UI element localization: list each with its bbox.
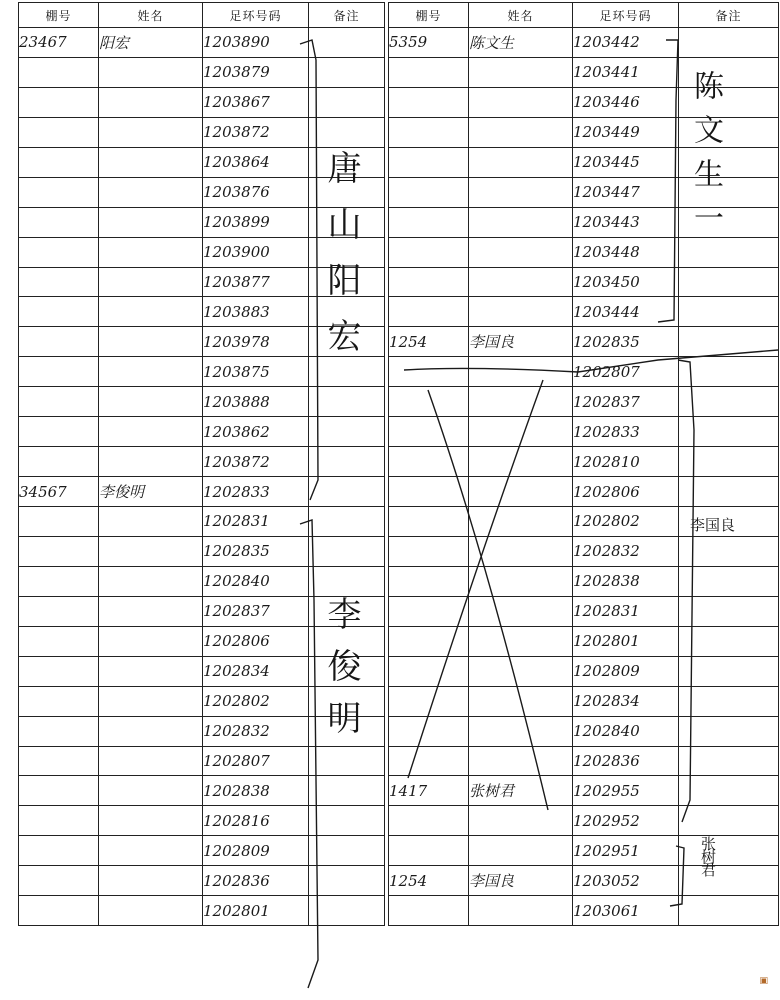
ring-cell: 1203890 xyxy=(203,28,309,58)
ring-cell: 1202837 xyxy=(203,596,309,626)
ring-cell: 1203875 xyxy=(203,357,309,387)
ring-cell: 1203872 xyxy=(203,117,309,147)
left-table-row xyxy=(19,28,385,58)
shed-cell xyxy=(19,177,99,207)
ring-cell: 1203883 xyxy=(203,297,309,327)
shed-cell xyxy=(389,716,469,746)
ring-cell: 1202809 xyxy=(573,656,679,686)
ring-cell: 1203864 xyxy=(203,147,309,177)
name-cell xyxy=(469,57,573,87)
shed-cell xyxy=(389,507,469,537)
right-table-row xyxy=(389,357,779,387)
ring-cell: 1202833 xyxy=(203,477,309,507)
shed-cell xyxy=(19,746,99,776)
right-table-row xyxy=(389,536,779,566)
name-cell xyxy=(99,536,203,566)
remark-cell xyxy=(309,447,385,477)
ring-cell: 1203449 xyxy=(573,117,679,147)
shed-cell xyxy=(19,207,99,237)
header-shed: 棚号 xyxy=(389,3,469,28)
shed-cell xyxy=(389,896,469,926)
left-table-row xyxy=(19,477,385,507)
header-ring: 足环号码 xyxy=(203,3,309,28)
ring-cell: 1203450 xyxy=(573,267,679,297)
left-table-row xyxy=(19,447,385,477)
name-cell xyxy=(469,746,573,776)
ring-cell: 1203876 xyxy=(203,177,309,207)
remark-cell xyxy=(679,866,779,896)
left-table-row xyxy=(19,566,385,596)
remark-cell xyxy=(679,566,779,596)
name-cell xyxy=(99,566,203,596)
shed-cell xyxy=(19,716,99,746)
name-cell xyxy=(469,477,573,507)
header-name: 姓名 xyxy=(99,3,203,28)
name-cell xyxy=(99,267,203,297)
remark-cell xyxy=(679,267,779,297)
shed-cell xyxy=(19,297,99,327)
ring-cell: 1202807 xyxy=(203,746,309,776)
shed-cell xyxy=(389,387,469,417)
name-cell xyxy=(469,626,573,656)
name-cell xyxy=(99,237,203,267)
header-ring: 足环号码 xyxy=(573,3,679,28)
ring-cell: 1203877 xyxy=(203,267,309,297)
remark-cell xyxy=(679,836,779,866)
watermark-logo: ▣ xyxy=(759,976,768,986)
shed-cell xyxy=(19,806,99,836)
remark-cell xyxy=(309,417,385,447)
ring-cell: 1203446 xyxy=(573,87,679,117)
remark-cell xyxy=(309,387,385,417)
shed-cell xyxy=(19,327,99,357)
name-cell xyxy=(99,626,203,656)
ring-cell: 1202955 xyxy=(573,776,679,806)
name-cell xyxy=(469,566,573,596)
left-table-row xyxy=(19,896,385,926)
ring-cell: 1202802 xyxy=(573,507,679,537)
shed-cell xyxy=(389,237,469,267)
name-cell xyxy=(99,746,203,776)
name-cell xyxy=(469,596,573,626)
shed-cell xyxy=(389,87,469,117)
shed-cell xyxy=(389,686,469,716)
header-shed: 棚号 xyxy=(19,3,99,28)
remark-cell xyxy=(679,746,779,776)
name-cell xyxy=(469,237,573,267)
left-header-row xyxy=(19,3,385,28)
shed-cell xyxy=(389,566,469,596)
name-cell xyxy=(469,896,573,926)
remark-cell xyxy=(679,297,779,327)
name-cell xyxy=(99,836,203,866)
name-cell: 陈文生 xyxy=(469,28,573,58)
left-table-row xyxy=(19,536,385,566)
remark-cell xyxy=(309,776,385,806)
ring-cell: 1203872 xyxy=(203,447,309,477)
remark-cell xyxy=(679,357,779,387)
shed-cell xyxy=(389,836,469,866)
right-table-row xyxy=(389,297,779,327)
left-table-row xyxy=(19,806,385,836)
name-cell xyxy=(99,776,203,806)
name-cell xyxy=(469,656,573,686)
ring-cell: 1202806 xyxy=(203,626,309,656)
shed-cell xyxy=(19,566,99,596)
ring-cell: 1203447 xyxy=(573,177,679,207)
shed-cell xyxy=(19,896,99,926)
ring-cell: 1202835 xyxy=(203,536,309,566)
name-cell xyxy=(469,806,573,836)
right-remark-zhang-shujun: 张树君 xyxy=(699,836,717,875)
remark-cell xyxy=(309,536,385,566)
ring-cell: 1202802 xyxy=(203,686,309,716)
ring-cell: 1202831 xyxy=(573,596,679,626)
shed-cell xyxy=(389,267,469,297)
remark-cell xyxy=(309,507,385,537)
ring-cell: 1202838 xyxy=(573,566,679,596)
right-header-row xyxy=(389,3,779,28)
name-cell xyxy=(469,357,573,387)
remark-cell xyxy=(679,477,779,507)
shed-cell xyxy=(389,806,469,836)
left-table-row xyxy=(19,776,385,806)
shed-cell xyxy=(19,836,99,866)
remark-cell xyxy=(309,566,385,596)
name-cell xyxy=(99,716,203,746)
name-cell: 张树君 xyxy=(469,776,573,806)
name-cell xyxy=(469,716,573,746)
remark-cell xyxy=(679,417,779,447)
right-table-row xyxy=(389,836,779,866)
shed-cell xyxy=(19,87,99,117)
shed-cell: 23467 xyxy=(19,28,99,58)
remark-cell xyxy=(679,28,779,58)
shed-cell xyxy=(389,417,469,447)
name-cell xyxy=(469,147,573,177)
shed-cell: 34567 xyxy=(19,477,99,507)
shed-cell xyxy=(389,117,469,147)
ring-cell: 1202833 xyxy=(573,417,679,447)
remark-cell xyxy=(679,387,779,417)
remark-cell xyxy=(309,57,385,87)
ring-cell: 1202836 xyxy=(203,866,309,896)
right-table-row xyxy=(389,626,779,656)
shed-cell xyxy=(19,387,99,417)
left-table-row xyxy=(19,866,385,896)
ring-cell: 1203052 xyxy=(573,866,679,896)
ring-cell: 1202806 xyxy=(573,477,679,507)
shed-cell: 1254 xyxy=(389,866,469,896)
remark-cell xyxy=(309,896,385,926)
remark-cell xyxy=(679,596,779,626)
right-table-row xyxy=(389,417,779,447)
shed-cell xyxy=(19,686,99,716)
remark-cell xyxy=(679,806,779,836)
right-table-row xyxy=(389,746,779,776)
shed-cell xyxy=(389,147,469,177)
name-cell: 李俊明 xyxy=(99,477,203,507)
shed-cell: 5359 xyxy=(389,28,469,58)
shed-cell xyxy=(19,417,99,447)
shed-cell xyxy=(19,357,99,387)
shed-cell xyxy=(19,117,99,147)
remark-cell xyxy=(679,896,779,926)
remark-cell xyxy=(309,117,385,147)
ring-cell: 1202840 xyxy=(573,716,679,746)
right-table-row xyxy=(389,477,779,507)
header-remark: 备注 xyxy=(679,3,779,28)
left-remark-li-junming: 李俊明 xyxy=(321,596,361,752)
ring-cell: 1203442 xyxy=(573,28,679,58)
shed-cell xyxy=(19,536,99,566)
name-cell xyxy=(99,207,203,237)
ring-cell: 1203862 xyxy=(203,417,309,447)
left-table xyxy=(18,2,385,926)
ring-cell: 1202835 xyxy=(573,327,679,357)
shed-cell xyxy=(389,596,469,626)
remark-cell xyxy=(309,866,385,896)
ring-cell: 1202834 xyxy=(573,686,679,716)
ring-cell: 1202810 xyxy=(573,447,679,477)
left-table-row xyxy=(19,117,385,147)
right-table-row xyxy=(389,566,779,596)
header-remark: 备注 xyxy=(309,3,385,28)
shed-cell xyxy=(19,237,99,267)
right-table-row xyxy=(389,28,779,58)
name-cell xyxy=(99,806,203,836)
name-cell xyxy=(99,447,203,477)
name-cell xyxy=(99,596,203,626)
name-cell xyxy=(99,357,203,387)
shed-cell xyxy=(389,477,469,507)
name-cell xyxy=(99,896,203,926)
shed-cell xyxy=(389,57,469,87)
ring-cell: 1202807 xyxy=(573,357,679,387)
right-table-row xyxy=(389,716,779,746)
remark-cell xyxy=(679,626,779,656)
remark-cell xyxy=(309,836,385,866)
left-remark-tangshan-yanghong: 唐山阳宏 xyxy=(321,150,361,374)
name-cell xyxy=(99,507,203,537)
left-table-row xyxy=(19,417,385,447)
ring-cell: 1202838 xyxy=(203,776,309,806)
shed-cell xyxy=(389,207,469,237)
ring-cell: 1202837 xyxy=(573,387,679,417)
shed-cell xyxy=(389,746,469,776)
left-table-row xyxy=(19,57,385,87)
name-cell xyxy=(99,177,203,207)
right-table-row xyxy=(389,806,779,836)
right-table-row xyxy=(389,866,779,896)
ring-cell: 1203443 xyxy=(573,207,679,237)
name-cell xyxy=(469,267,573,297)
right-table-row xyxy=(389,447,779,477)
name-cell: 李国良 xyxy=(469,866,573,896)
right-table-row xyxy=(389,387,779,417)
shed-cell xyxy=(19,866,99,896)
name-cell xyxy=(469,297,573,327)
right-table-row xyxy=(389,776,779,806)
right-table-row xyxy=(389,327,779,357)
remark-cell xyxy=(309,806,385,836)
name-cell xyxy=(99,417,203,447)
shed-cell xyxy=(19,507,99,537)
ring-cell: 1202952 xyxy=(573,806,679,836)
ring-cell: 1203867 xyxy=(203,87,309,117)
name-cell xyxy=(469,447,573,477)
name-cell xyxy=(99,656,203,686)
ring-cell: 1202801 xyxy=(573,626,679,656)
name-cell xyxy=(469,177,573,207)
left-table-row xyxy=(19,387,385,417)
ring-cell: 1203448 xyxy=(573,237,679,267)
name-cell xyxy=(99,297,203,327)
name-cell xyxy=(469,686,573,716)
right-table-row xyxy=(389,686,779,716)
remark-cell xyxy=(679,656,779,686)
left-table-row xyxy=(19,87,385,117)
shed-cell xyxy=(19,596,99,626)
remark-cell xyxy=(679,686,779,716)
ring-cell: 1203061 xyxy=(573,896,679,926)
right-table-row xyxy=(389,896,779,926)
ring-cell: 1202816 xyxy=(203,806,309,836)
remark-cell xyxy=(679,327,779,357)
shed-cell: 1254 xyxy=(389,327,469,357)
name-cell xyxy=(99,686,203,716)
remark-cell xyxy=(309,87,385,117)
name-cell xyxy=(469,387,573,417)
ring-cell: 1202951 xyxy=(573,836,679,866)
ring-cell: 1203888 xyxy=(203,387,309,417)
ring-cell: 1203879 xyxy=(203,57,309,87)
shed-cell xyxy=(389,297,469,327)
shed-cell xyxy=(19,147,99,177)
ring-cell: 1202840 xyxy=(203,566,309,596)
ring-number-sheet xyxy=(18,0,778,992)
name-cell xyxy=(99,866,203,896)
ring-cell: 1203978 xyxy=(203,327,309,357)
remark-cell xyxy=(679,536,779,566)
header-name: 姓名 xyxy=(469,3,573,28)
shed-cell xyxy=(19,447,99,477)
right-remark-li-guoliang: 李国良 xyxy=(690,516,736,534)
name-cell xyxy=(99,117,203,147)
right-remark-chen-wensheng: 陈文生一 xyxy=(688,70,723,246)
shed-cell xyxy=(389,626,469,656)
shed-cell xyxy=(19,776,99,806)
ring-cell: 1202801 xyxy=(203,896,309,926)
ring-cell: 1203900 xyxy=(203,237,309,267)
ring-cell: 1203441 xyxy=(573,57,679,87)
remark-cell xyxy=(679,776,779,806)
name-cell xyxy=(99,87,203,117)
shed-cell xyxy=(389,177,469,207)
remark-cell xyxy=(309,28,385,58)
shed-cell xyxy=(19,656,99,686)
name-cell xyxy=(469,117,573,147)
shed-cell: 1417 xyxy=(389,776,469,806)
shed-cell xyxy=(389,357,469,387)
shed-cell xyxy=(389,447,469,477)
ring-cell: 1202834 xyxy=(203,656,309,686)
name-cell xyxy=(469,207,573,237)
remark-cell xyxy=(309,477,385,507)
name-cell xyxy=(99,147,203,177)
ring-cell: 1203444 xyxy=(573,297,679,327)
ring-cell: 1202831 xyxy=(203,507,309,537)
shed-cell xyxy=(389,536,469,566)
ring-cell: 1202832 xyxy=(573,536,679,566)
remark-cell xyxy=(679,447,779,477)
name-cell xyxy=(99,57,203,87)
left-table-row xyxy=(19,507,385,537)
ring-cell: 1203899 xyxy=(203,207,309,237)
right-table-row xyxy=(389,656,779,686)
name-cell: 阳宏 xyxy=(99,28,203,58)
name-cell xyxy=(469,417,573,447)
ring-cell: 1202832 xyxy=(203,716,309,746)
name-cell xyxy=(469,507,573,537)
left-table-row xyxy=(19,836,385,866)
ring-cell: 1202809 xyxy=(203,836,309,866)
shed-cell xyxy=(19,626,99,656)
shed-cell xyxy=(389,656,469,686)
remark-cell xyxy=(679,716,779,746)
right-table-row xyxy=(389,267,779,297)
name-cell: 李国良 xyxy=(469,327,573,357)
right-table-row xyxy=(389,596,779,626)
shed-cell xyxy=(19,57,99,87)
name-cell xyxy=(99,387,203,417)
ring-cell: 1203445 xyxy=(573,147,679,177)
name-cell xyxy=(469,536,573,566)
ring-cell: 1202836 xyxy=(573,746,679,776)
name-cell xyxy=(99,327,203,357)
name-cell xyxy=(469,87,573,117)
name-cell xyxy=(469,836,573,866)
shed-cell xyxy=(19,267,99,297)
